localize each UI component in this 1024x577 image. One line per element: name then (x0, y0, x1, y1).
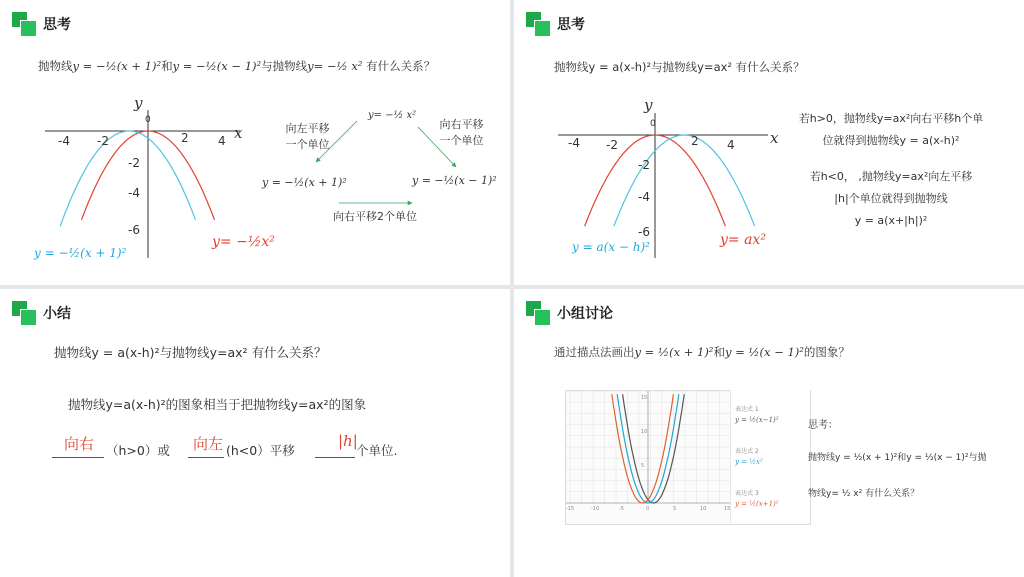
shift-right-text: 向右平移 一个单位 (439, 118, 484, 147)
condition-1: （h>0）或 (106, 443, 170, 458)
panel-think-2 (514, 0, 1024, 285)
answer-right: 向右 (64, 435, 95, 453)
panel-title: 小结 (43, 306, 71, 322)
panel-title: 思考 (43, 17, 71, 33)
x-tick: 4 (727, 138, 735, 152)
origin-label: 0 (145, 115, 151, 125)
expression-label: 表达式 3 (735, 490, 759, 497)
blank-line (52, 457, 104, 458)
curve-x-plus-1 (612, 394, 674, 503)
x-tick: -15 (566, 506, 575, 512)
y-tick: -6 (638, 225, 650, 239)
x-tick: -4 (58, 134, 70, 148)
x-tick: 4 (218, 134, 226, 148)
think-title: 思考： (808, 420, 838, 431)
expression-3: y = ½(x+1)² (735, 500, 779, 508)
expression-label: 表达式 2 (735, 448, 759, 455)
green-squares-icon (12, 301, 36, 325)
panel-title: 小组讨论 (557, 306, 613, 322)
answer-left: 向左 (193, 435, 224, 453)
y-tick: -4 (128, 186, 140, 200)
axis-y-label: y (644, 96, 653, 114)
explain-h-positive: 若h>0，抛物线y=ax²向右平移h个单 位就得到抛物线y = a(x-h)² (798, 112, 984, 147)
panel-summary (0, 289, 510, 577)
think-line-1: 抛物线y = ½(x + 1)²和y = ½(x − 1)²与抛 (808, 453, 987, 463)
axis-x-label: x (234, 124, 243, 142)
x-tick: -2 (606, 138, 618, 152)
condition-2: (h<0）平移 (226, 443, 295, 458)
x-tick: -2 (97, 134, 109, 148)
right-equation: y = −½(x − 1)² (412, 174, 497, 187)
center-equation: y= −½ x² (368, 110, 417, 121)
curve-x-minus-1 (623, 394, 685, 503)
blank-line (188, 457, 224, 458)
green-squares-icon (526, 301, 550, 325)
origin-label: 0 (650, 119, 656, 129)
y-tick: 10 (641, 429, 648, 435)
shift-bottom-text: 向右平移2个单位 (333, 210, 417, 223)
axis-y-label: y (134, 94, 143, 112)
x-tick: -5 (619, 506, 624, 512)
expression-list (730, 390, 810, 523)
y-tick: -4 (638, 190, 650, 204)
question: 抛物线y = a(x-h)²与抛物线y=ax² 有什么关系？ (554, 60, 805, 74)
blank-line (315, 457, 355, 458)
x-tick: 2 (181, 131, 189, 145)
y-tick: -2 (638, 158, 650, 172)
y-tick: 5 (641, 463, 645, 469)
task: 通过描点法画出y = ½(x + 1)²和y = ½(x − 1)²的图象？ (554, 345, 850, 359)
expression-2: y = ½x² (735, 458, 763, 466)
answer-h: |h| (338, 432, 358, 450)
question: 抛物线y = a(x-h)²与抛物线y=ax² 有什么关系？ (54, 345, 327, 360)
red-curve-label: y= ax² (720, 232, 766, 248)
think-line-2: 物线y= ½ x² 有什么关系？ (808, 489, 920, 499)
x-tick: 15 (724, 506, 731, 512)
explain-h-negative: 若h<0， ,抛物线y=ax²向左平移 |h|个单位就得到抛物线 y = a(x+|h|)² (809, 170, 973, 227)
x-tick: -4 (568, 136, 580, 150)
x-tick: 5 (673, 506, 677, 512)
x-tick: 0 (646, 506, 650, 512)
expression-label: 表达式 1 (735, 406, 759, 413)
x-tick: -10 (591, 506, 600, 512)
y-tick: -2 (128, 156, 140, 170)
panel-title: 思考 (557, 17, 585, 33)
blue-curve-label: y = −½(x + 1)² (34, 246, 127, 260)
red-curve-label: y= −½x² (212, 234, 275, 250)
y-tick: -6 (128, 223, 140, 237)
expression-1: y = ½(x−1)² (735, 416, 779, 424)
shift-left-text: 向左平移 一个单位 (285, 122, 330, 151)
axis-x-label: x (770, 129, 779, 147)
x-tick: 10 (700, 506, 707, 512)
summary-text: 抛物线y=a(x-h)²的图象相当于把抛物线y=ax²的图象 (68, 397, 367, 412)
panel-think-1 (0, 0, 510, 285)
blue-curve-label: y = a(x − h)² (572, 240, 650, 254)
tail-text: 个单位. (356, 443, 398, 458)
x-tick: 2 (691, 134, 699, 148)
left-equation: y = −½(x + 1)² (262, 176, 347, 189)
y-tick: 15 (641, 395, 648, 401)
question: 抛物线y = −½(x + 1)²和y = −½(x − 1)²与抛物线y= −½ x² 有什么关系？ (38, 59, 436, 73)
